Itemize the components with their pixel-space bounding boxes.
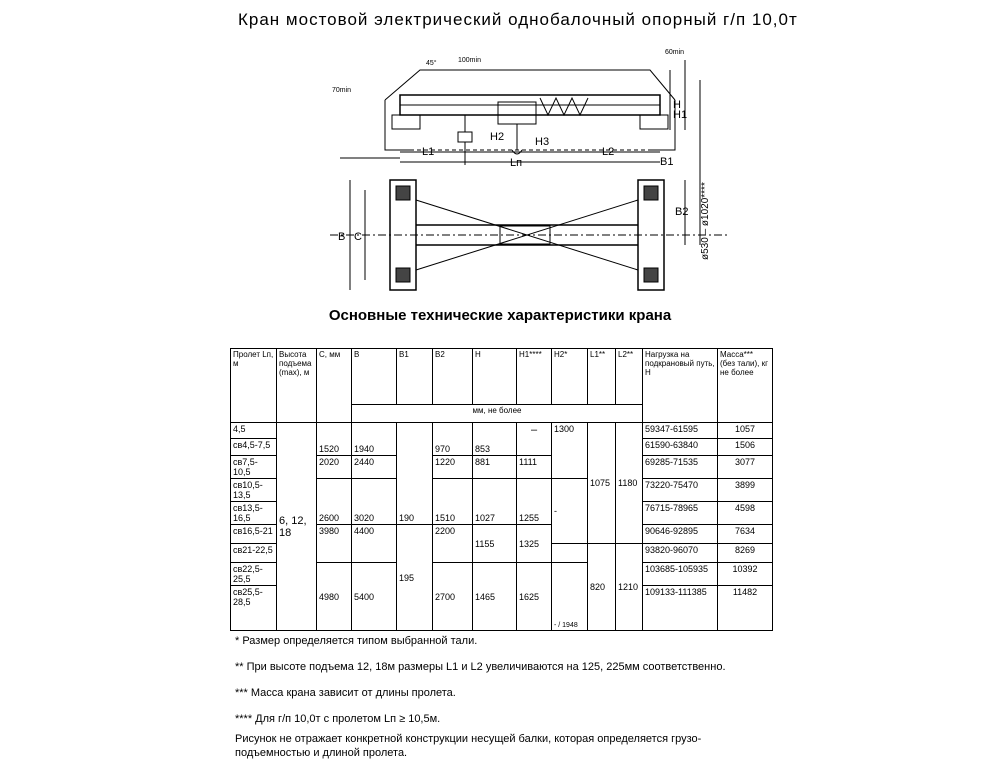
dim-b2: B2 bbox=[675, 206, 689, 218]
mass-9: 11482 bbox=[718, 586, 773, 631]
dim-c: C bbox=[354, 231, 362, 243]
header-span: Пролет Lп, м bbox=[231, 349, 277, 423]
h-3: 1027 bbox=[473, 479, 517, 525]
b2-1: 970 bbox=[433, 423, 473, 456]
mass-3: 3077 bbox=[718, 456, 773, 479]
c-4: 3980 bbox=[317, 525, 352, 563]
c-1: 1520 bbox=[317, 423, 352, 456]
mass-4: 3899 bbox=[718, 479, 773, 502]
span-9: св25,5-28,5 bbox=[231, 586, 277, 631]
mass-8: 10392 bbox=[718, 563, 773, 586]
dim-l1: L1 bbox=[422, 146, 435, 158]
mass-1: 1057 bbox=[718, 423, 773, 439]
c-5: 4980 bbox=[317, 563, 352, 631]
header-h1: Н1**** bbox=[517, 349, 552, 405]
load-7: 93820-96070 bbox=[643, 544, 718, 563]
dim-70min: 70min bbox=[332, 87, 352, 94]
footnotes bbox=[235, 628, 726, 760]
header-l1: L1** bbox=[588, 349, 616, 405]
b-5: 5400 bbox=[352, 563, 397, 631]
h1-5: 1625 bbox=[517, 563, 552, 631]
mass-6: 7634 bbox=[718, 525, 773, 544]
dim-b: B bbox=[338, 231, 346, 243]
dim-b1: B1 bbox=[660, 156, 674, 168]
header-height: Высота подъема (max), м bbox=[277, 349, 317, 423]
wheel-diameter: ø530 – ø1020**** bbox=[700, 182, 711, 260]
b2-3: 1510 bbox=[433, 479, 473, 525]
note-6: подъемностью и длиной пролета. bbox=[235, 747, 408, 759]
dim-angle: 45° bbox=[426, 60, 437, 67]
h1-1: – bbox=[517, 423, 552, 456]
h1-4: 1325 bbox=[517, 525, 552, 563]
b2-4: 2200 bbox=[433, 525, 473, 563]
load-8: 103685-105935 bbox=[643, 563, 718, 586]
crane-drawing bbox=[330, 40, 730, 292]
note-5: Рисунок не отражает конкретной конструкции несущей балки, которая определяется грузо- bbox=[235, 733, 702, 745]
mass-7: 8269 bbox=[718, 544, 773, 563]
mass-2: 1506 bbox=[718, 439, 773, 456]
h-2: 881 bbox=[473, 456, 517, 479]
b-1: 1940 bbox=[352, 423, 397, 456]
l2-2: 1210 bbox=[616, 544, 643, 631]
document-title: Кран мостовой электрический однобалочный опорный г/п 10,0т bbox=[238, 10, 798, 29]
span-7: св21-22,5 bbox=[231, 544, 277, 563]
header-b2: В2 bbox=[433, 349, 473, 405]
load-6: 90646-92895 bbox=[643, 525, 718, 544]
b1-2: 195 bbox=[397, 525, 433, 631]
dim-ln: Lп bbox=[510, 157, 523, 169]
span-1: 4,5 bbox=[231, 423, 277, 439]
header-unit: мм, не более bbox=[352, 405, 643, 423]
header-b1: В1 bbox=[397, 349, 433, 405]
dim-100min: 100min bbox=[458, 57, 481, 64]
header-mass: Масса*** (без тали), кг не более bbox=[718, 349, 773, 423]
dim-h: H bbox=[673, 99, 681, 111]
spec-table bbox=[230, 348, 773, 631]
b-3: 3020 bbox=[352, 479, 397, 525]
load-5: 76715-78965 bbox=[643, 502, 718, 525]
load-4: 73220-75470 bbox=[643, 479, 718, 502]
load-3: 69285-71535 bbox=[643, 456, 718, 479]
header-b: В bbox=[352, 349, 397, 405]
header-c: С, мм bbox=[317, 349, 352, 423]
l1-1: 1075 bbox=[588, 423, 616, 544]
c-3: 2600 bbox=[317, 479, 352, 525]
height-value: 6, 12, 18 bbox=[277, 423, 317, 631]
span-6: св16,5-21 bbox=[231, 525, 277, 544]
load-1: 59347-61595 bbox=[643, 423, 718, 439]
spec-subtitle: Основные технические характеристики крана bbox=[328, 307, 672, 324]
note-1: * Размер определяется типом выбранной тали. bbox=[235, 635, 478, 647]
h1-3: 1255 bbox=[517, 479, 552, 525]
c-2: 2020 bbox=[317, 456, 352, 479]
dim-60min: 60min bbox=[665, 49, 685, 56]
note-2: ** При высоте подъема 12, 18м размеры L1 и L2 увеличиваются на 125, 225мм соответственно. bbox=[235, 661, 726, 673]
dim-h2: H2 bbox=[490, 131, 505, 143]
dim-l2: L2 bbox=[602, 146, 615, 158]
note-3: *** Масса крана зависит от длины пролета. bbox=[235, 687, 456, 699]
h1-2: 1111 bbox=[517, 456, 552, 479]
h2-3-placeholder bbox=[552, 544, 588, 563]
header-l2: L2** bbox=[616, 349, 643, 405]
span-8: св22,5-25,5 bbox=[231, 563, 277, 586]
h-5: 1465 bbox=[473, 563, 517, 631]
load-2: 61590-63840 bbox=[643, 439, 718, 456]
h2-1: 1300 bbox=[552, 423, 588, 479]
span-3: св7,5-10,5 bbox=[231, 456, 277, 479]
span-5: св13,5-16,5 bbox=[231, 502, 277, 525]
header-h: Н bbox=[473, 349, 517, 405]
h-4: 1155 bbox=[473, 525, 517, 563]
h2-2: - bbox=[552, 479, 588, 544]
h-1: 853 bbox=[473, 423, 517, 456]
b-4: 4400 bbox=[352, 525, 397, 563]
mass-5: 4598 bbox=[718, 502, 773, 525]
b-2: 2440 bbox=[352, 456, 397, 479]
load-9: 109133-111385 bbox=[643, 586, 718, 631]
header-load: Нагрузка на подкрановый путь, Н bbox=[643, 349, 718, 423]
dim-h3: H3 bbox=[535, 136, 550, 148]
l1-2: 820 bbox=[588, 544, 616, 631]
header-h2: Н2* bbox=[552, 349, 588, 405]
dim-h1: H1 bbox=[673, 109, 688, 121]
h2-3: - / 1948 bbox=[552, 563, 588, 631]
b2-5: 2700 bbox=[433, 563, 473, 631]
b2-2: 1220 bbox=[433, 456, 473, 479]
b1-1: 190 bbox=[397, 423, 433, 525]
span-2: св4,5-7,5 bbox=[231, 439, 277, 456]
note-4: **** Для г/п 10,0т с пролетом Lп ≥ 10,5м. bbox=[235, 713, 441, 725]
l2-1: 1180 bbox=[616, 423, 643, 544]
span-4: св10,5-13,5 bbox=[231, 479, 277, 502]
